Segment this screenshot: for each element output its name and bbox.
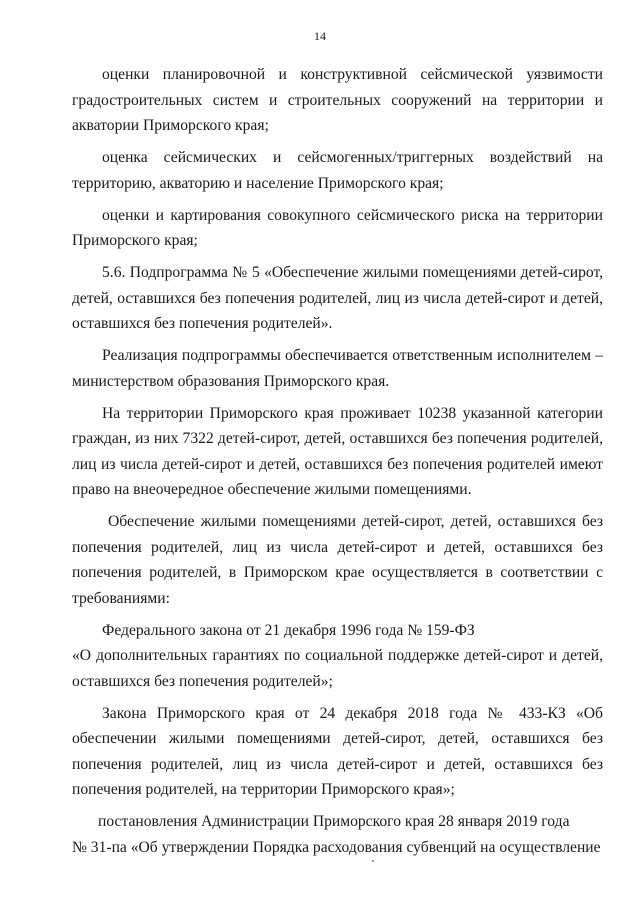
- paragraph-federal-law: Федерального закона от 21 декабря 1996 года № 159-ФЗ: [102, 621, 475, 639]
- paragraph-6: На территории Приморского края проживает 10238 указанной категории граждан, из них 7322 детей-сирот, детей, оставшихся без попечения родителей, лиц из числа детей-сирот и детей, оставшихся без попечения родителей имеют право на внеочередное обеспечение жилыми помещениями.: [72, 404, 603, 498]
- paragraph-5: Реализация подпрограммы обеспечивается ответственным исполнителем – министерством образования Приморского края.: [72, 347, 603, 390]
- document-body: [72, 62, 603, 867]
- paragraph-resolution: постановления Администрации Приморского края 28 января 2019 года: [98, 813, 570, 830]
- paragraph-3: оценки и картирования совокупного сейсмического риска на территории Приморского края;: [72, 206, 603, 249]
- scan-speck: [372, 860, 374, 862]
- paragraph-resolution-title: № 31-па «Об утверждении Порядка расходования субвенций на осуществление: [72, 838, 601, 856]
- paragraph-federal-law-title: «О дополнительных гарантиях по социальной поддержке детей-сирот и детей, оставшихся без попечения родителей»;: [72, 647, 603, 690]
- paragraph-1: оценки планировочной и конструктивной сейсмической уязвимости градостроительных систем и строительных сооружений на территории и акватории Приморского края;: [72, 66, 603, 134]
- paragraph-7: Обеспечение жилыми помещениями детей-сирот, детей, оставшихся без попечения родителей, лиц из числа детей-сирот и детей, оставшихся без попечения родителей, в Приморском крае осуществляется в соответствии с требованиями:: [72, 513, 603, 607]
- paragraph-regional-law: Закона Приморского края от 24 декабря 2018 года № 433-КЗ «Об обеспечении жилыми помещениями детей-сирот, детей, оставшихся без попечения родителей, лиц из числа детей-сирот и детей, оставшихся без попечения родителей, на территории Приморского края»;: [72, 704, 603, 798]
- paragraph-2: оценка сейсмических и сейсмогенных/триггерных воздействий на территорию, акваторию и население Приморского края;: [72, 149, 603, 192]
- paragraph-subprogram-heading: 5.6. Подпрограмма № 5 «Обеспечение жилыми помещениями детей-сирот, детей, оставшихся без попечения родителей, лиц из числа детей-сирот и детей, оставшихся без попечения родителей».: [72, 264, 603, 332]
- page-number: 14: [314, 29, 326, 43]
